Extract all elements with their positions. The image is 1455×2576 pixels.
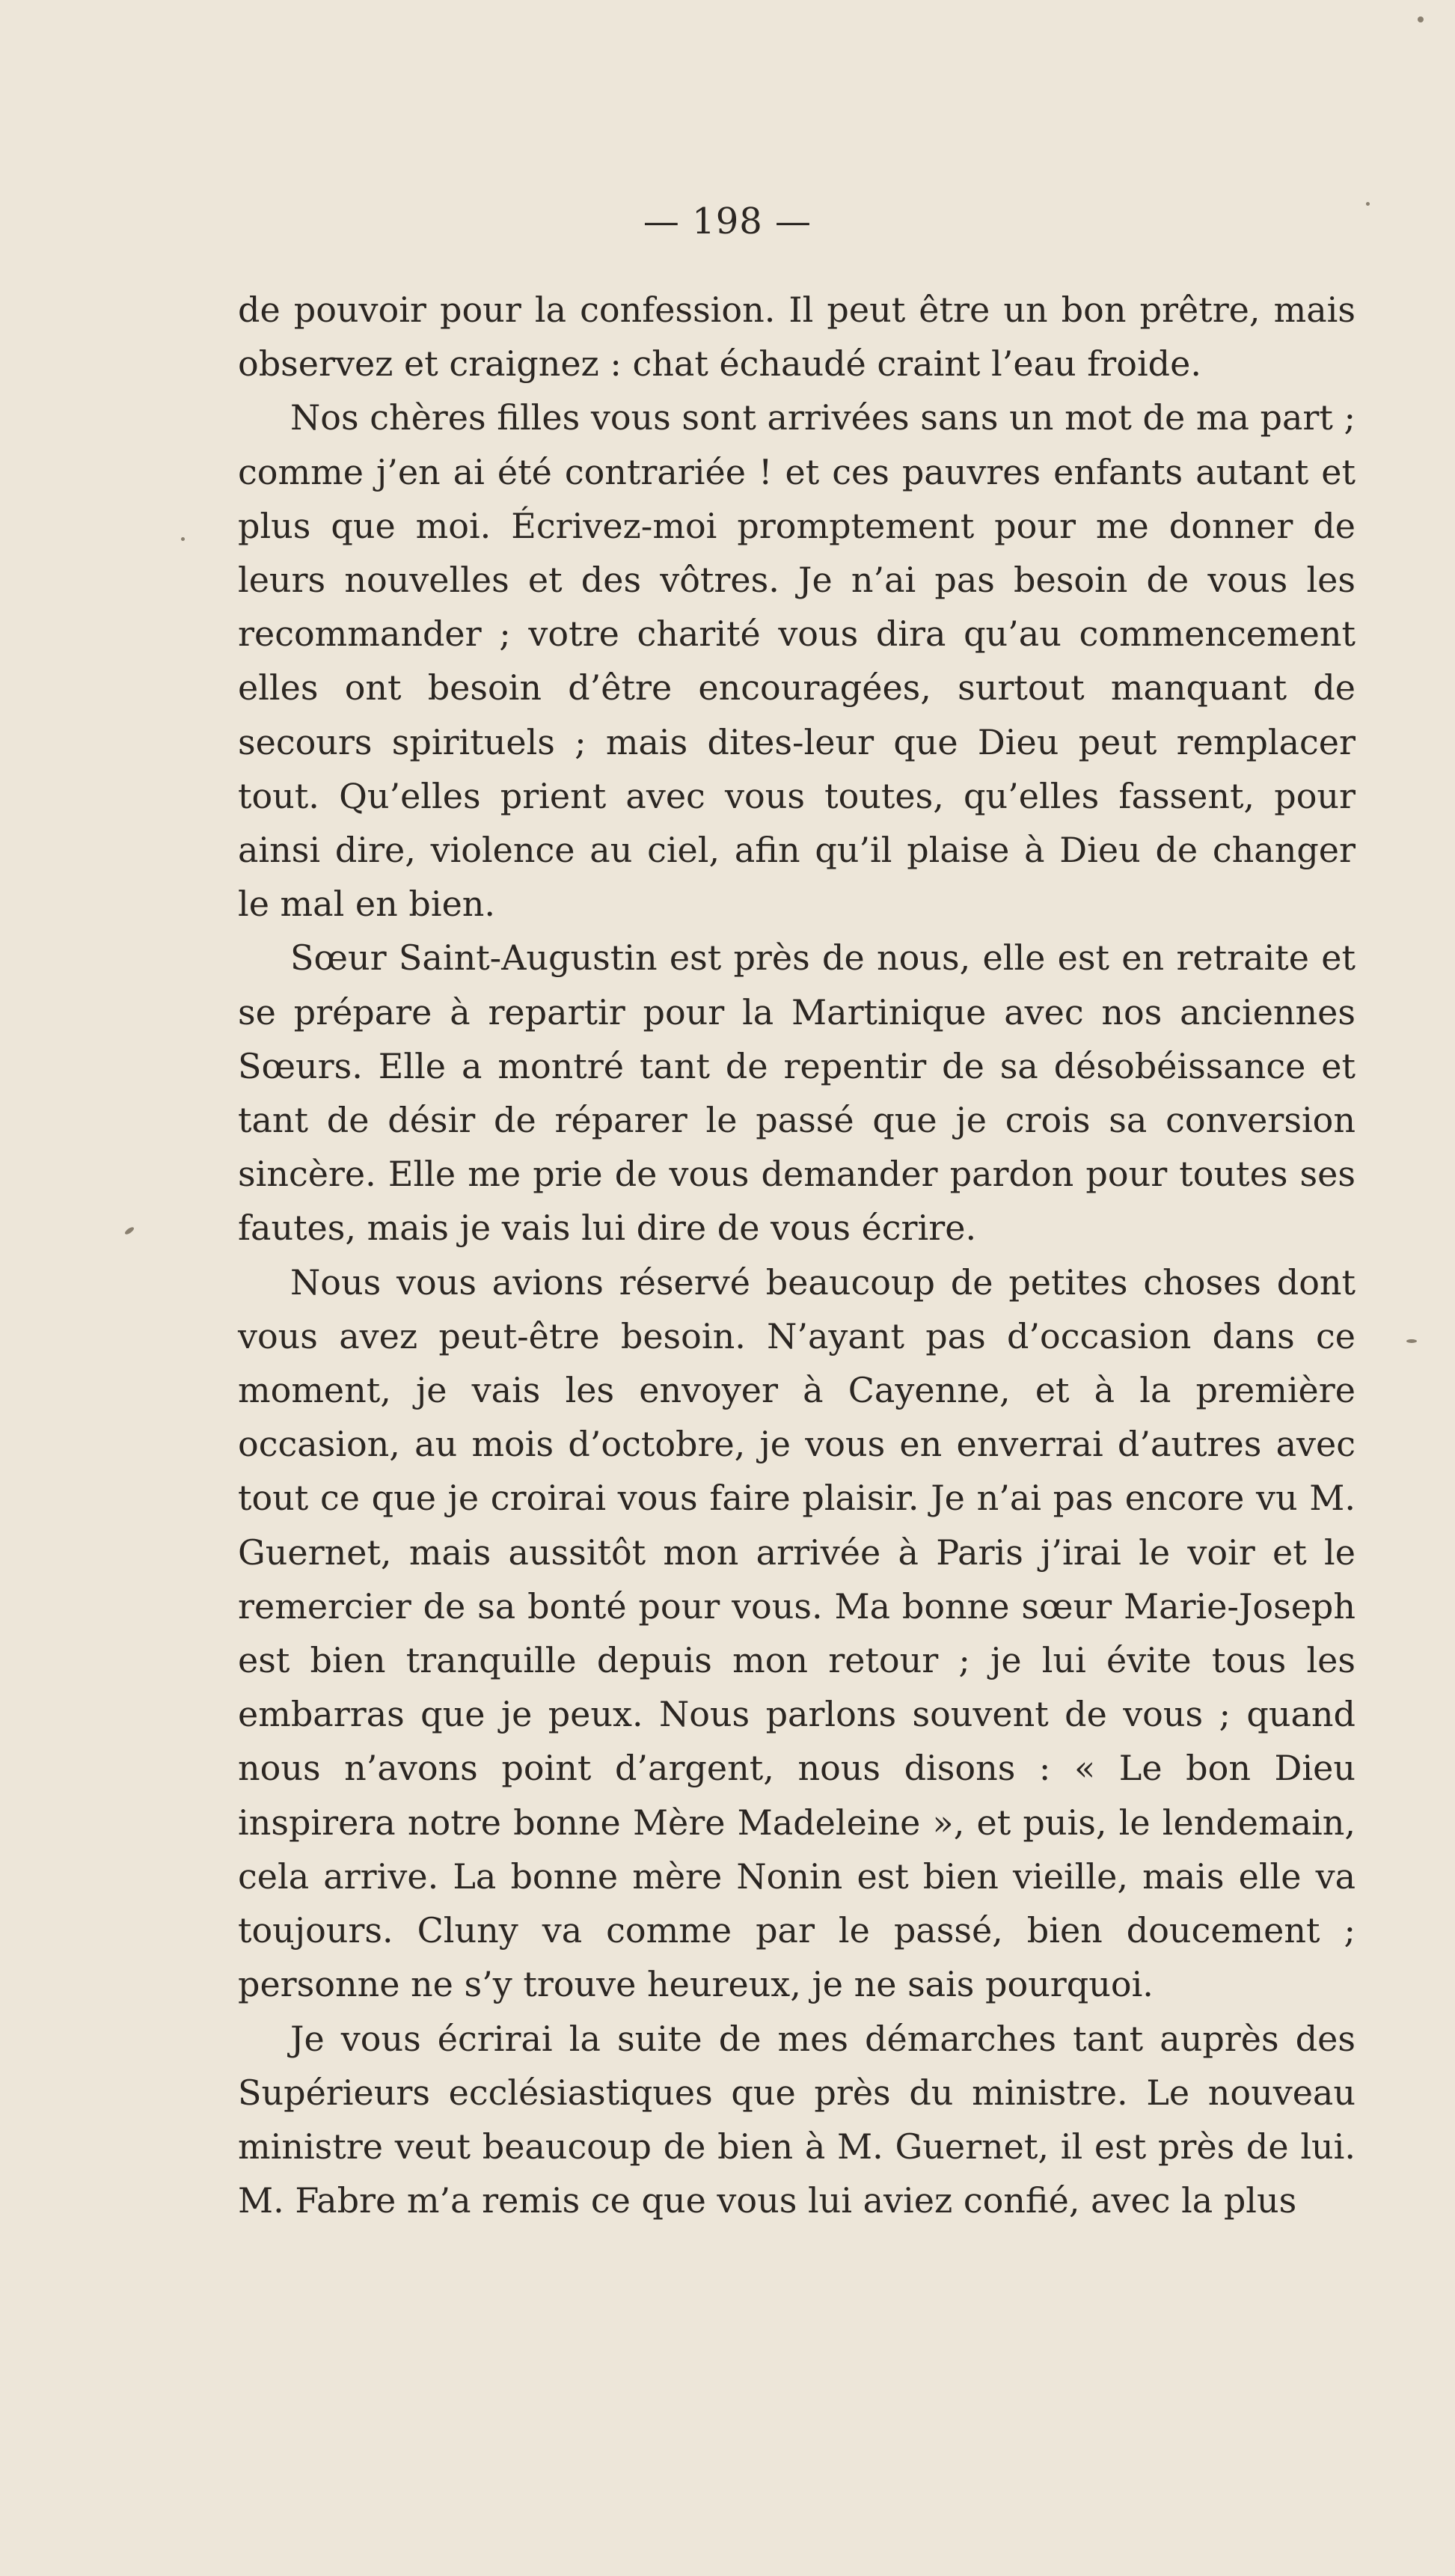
print-speck xyxy=(1418,16,1424,22)
print-speck xyxy=(124,1226,135,1236)
paragraph-4: Nous vous avions réservé beaucoup de petites choses dont vous avez peut-être besoin. N’ayant pas d’occasion dans ce moment, je vais les envoyer à Cayenne, et à la première occasion, au mois d’octobre, je vous en enverrai d’autres avec tout ce que je croirai vous faire plaisir. Je n’ai pas encore vu M. Guernet, mais aussitôt mon arrivée à Paris j’irai le voir et le remercier de sa bonté pour vous. Ma bonne sœur Marie-Joseph est bien tranquille depuis mon retour ; je lui évite tous les embarras que je peux. Nous parlons souvent de vous ; quand nous n’avons point d’argent, nous disons : « Le bon Dieu inspirera notre bonne Mère Madeleine », et puis, le lendemain, cela arrive. La bonne mère Nonin est bien vieille, mais elle va toujours. Cluny va comme par le passé, bien doucement ; personne ne s’y trouve heureux, je ne sais pourquoi. xyxy=(238,1261,1356,2005)
paragraph-3: Sœur Saint-Augustin est près de nous, elle est en retraite et se prépare à repartir pour la Martinique avec nos anciennes Sœurs. Elle a montré tant de repentir de sa désobéissance et tant de désir de réparer le passé que je crois sa conversion sincère. Elle me prie de vous demander pardon pour toutes ses fautes, mais je vais lui dire de vous écrire. xyxy=(238,937,1356,1249)
paragraph-1: de pouvoir pour la confession. Il peut être un bon prêtre, mais observez et craignez : chat échaudé craint l’eau froide. xyxy=(238,290,1356,385)
paragraph-5: Je vous écrirai la suite de mes démarches tant auprès des Supérieurs ecclésiastiques que près du ministre. Le nouveau ministre veut beaucoup de bien à M. Guernet, il est près de lui. M. Fabre m’a remis ce que vous lui aviez confié, avec la plus xyxy=(238,2018,1356,2221)
body-text xyxy=(238,283,1356,2227)
print-speck xyxy=(181,537,185,541)
print-speck xyxy=(1366,202,1370,206)
print-speck xyxy=(1406,1339,1417,1343)
paragraph-2: Nos chères filles vous sont arrivées sans un mot de ma part ; comme j’en ai été contrariée ! et ces pauvres enfants autant et plus que moi. Écrivez-moi promptement pour me donner de leurs nouvelles et des vôtres. Je n’ai pas besoin de vous les recommander ; votre charité vous dira qu’au commencement elles ont besoin d’être encouragées, surtout manquant de secours spirituels ; mais dites-leur que Dieu peut remplacer tout. Qu’elles prient avec vous toutes, qu’elles fassent, pour ainsi dire, violence au ciel, afin qu’il plaise à Dieu de changer le mal en bien. xyxy=(238,397,1356,925)
page-number: — 198 — xyxy=(643,201,812,242)
